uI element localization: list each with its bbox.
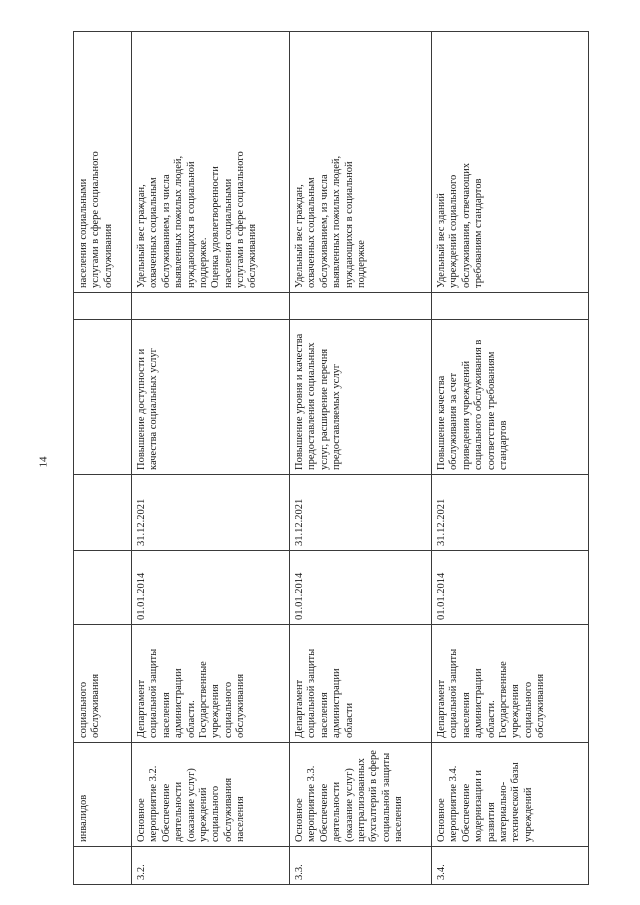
start-date: 01.01.2014	[432, 551, 589, 625]
table-row	[432, 32, 589, 885]
expected-result: Повышение доступности и качества социальных услуг	[132, 320, 290, 475]
responsible-executor: Департамент социальной защиты населения администрации области. Государственные учреждения социального обслуживания	[132, 625, 290, 743]
activity-name: Основное мероприятие 3.3. Обеспечение деятельности (оказание услуг) централизованных бухгалтерий в сфере социальной защиты населения	[290, 743, 432, 847]
table-row	[74, 32, 132, 885]
end-date	[74, 475, 132, 551]
empty-cell	[132, 293, 290, 320]
responsible-executor: Департамент социальной защиты населения администрации области	[290, 625, 432, 743]
target-indicator: Удельный вес граждан, охваченных социальным обслуживанием, из числа выявленных пожилых людей, нуждающихся в социальной поддержке. Оценка удовлетворенности населения социальными услугами в сфере социального обслуживания	[132, 32, 290, 293]
expected-result	[74, 320, 132, 475]
program-activities-table	[73, 31, 589, 885]
activity-number: 3.4.	[432, 847, 589, 885]
activity-number: 3.2.	[132, 847, 290, 885]
target-indicator: Удельный вес граждан, охваченных социальным обслуживанием, из числа выявленных пожилых людей, нуждающихся в социальной поддержке	[290, 32, 432, 293]
activity-name: Основное мероприятие 3.4. Обеспечение модернизации и развития материально- технической базы учреждений	[432, 743, 589, 847]
empty-cell	[290, 293, 432, 320]
start-date: 01.01.2014	[132, 551, 290, 625]
expected-result: Повышение уровня и качества предоставления социальных услуг, расширение перечня предоставляемых услуг	[290, 320, 432, 475]
responsible-executor: социального обслуживания	[74, 625, 132, 743]
empty-cell	[74, 293, 132, 320]
end-date: 31.12.2021	[290, 475, 432, 551]
table-row	[290, 32, 432, 885]
activity-number	[74, 847, 132, 885]
start-date	[74, 551, 132, 625]
activity-name: инвалидов	[74, 743, 132, 847]
responsible-executor: Департамент социальной защиты населения администрации области. Государственные учреждения социального обслуживания	[432, 625, 589, 743]
table-row	[132, 32, 290, 885]
rotated-page-content	[73, 32, 588, 885]
activity-number: 3.3.	[290, 847, 432, 885]
empty-cell	[432, 293, 589, 320]
target-indicator: населения социальными услугами в сфере социального обслуживания	[74, 32, 132, 293]
target-indicator: Удельный вес зданий учреждений социального обслуживания, отвечающих требованиям стандартов	[432, 32, 589, 293]
activity-name: Основное мероприятие 3.2. Обеспечение деятельности (оказание услуг) учреждений социального обслуживания населения	[132, 743, 290, 847]
start-date: 01.01.2014	[290, 551, 432, 625]
end-date: 31.12.2021	[432, 475, 589, 551]
page-number: 14	[37, 456, 50, 468]
expected-result: Повышение качества обслуживания за счет приведения учреждений социального обслуживания в соответствие требованиям стандартов	[432, 320, 589, 475]
end-date: 31.12.2021	[132, 475, 290, 551]
